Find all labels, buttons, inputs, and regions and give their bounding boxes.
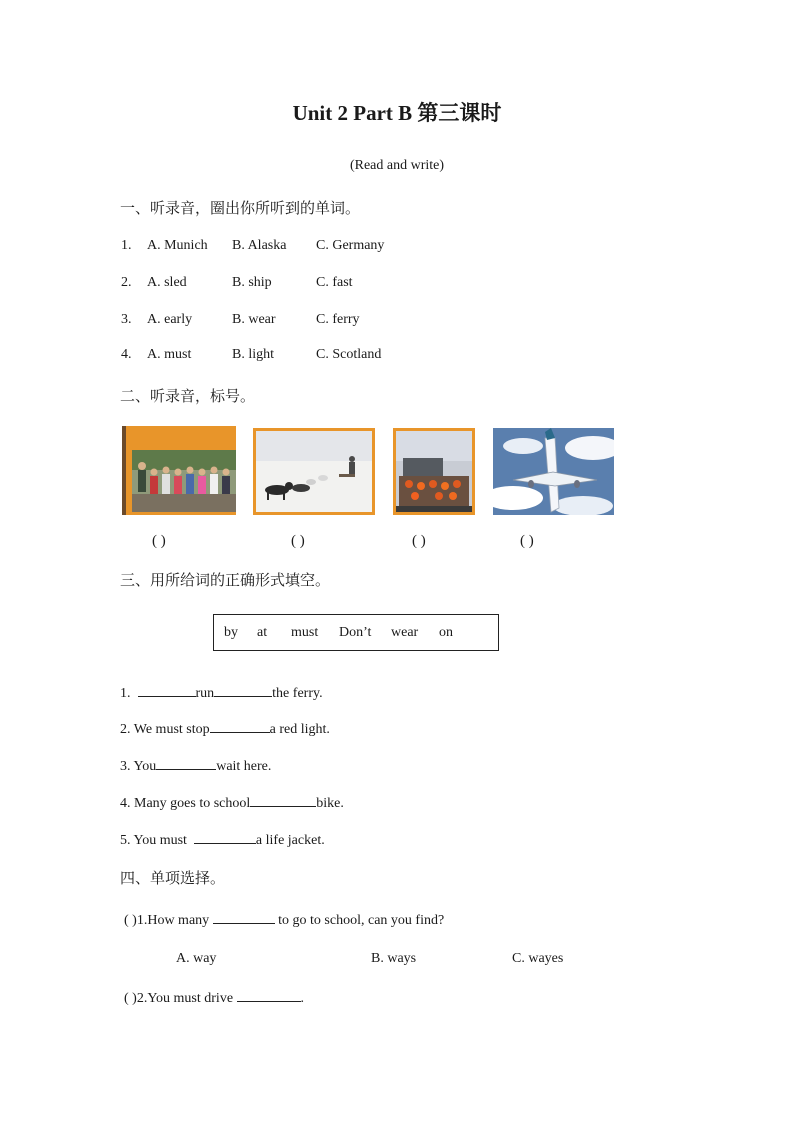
page-title: Unit 2 Part B 第三课时 — [292, 101, 502, 125]
fill-sentence-5 — [120, 831, 325, 849]
question-text: . — [300, 991, 305, 1006]
answer-parentheses[interactable]: ( ) — [124, 913, 137, 928]
option-b: B. light — [232, 347, 275, 362]
word-bank-item: by — [224, 625, 238, 640]
sentence-text: the ferry. — [272, 686, 323, 701]
sentence-text: 5. You must — [120, 833, 187, 848]
section-2-heading: 二、听录音，标号。 — [120, 387, 256, 405]
answer-blank[interactable] — [237, 989, 301, 1002]
sentence-text: a red light. — [269, 722, 330, 737]
option-a: A. Munich — [147, 238, 208, 253]
answer-blank[interactable] — [250, 794, 316, 807]
dog-sled-picture — [253, 428, 375, 515]
section-4-heading: 四、单项选择。 — [120, 869, 226, 887]
answer-blank[interactable] — [214, 684, 272, 697]
choice-question-1 — [124, 911, 444, 929]
sentence-text: a life jacket. — [255, 833, 325, 848]
answer-parentheses[interactable]: ( ) — [152, 533, 166, 549]
option-a: A. early — [147, 312, 193, 327]
fill-sentence-3 — [120, 757, 271, 775]
sentence-text: wait here. — [216, 759, 272, 774]
option-c: C. Scotland — [316, 347, 382, 362]
word-bank — [213, 614, 499, 651]
item-number: 3. — [121, 312, 132, 327]
fill-sentence-2 — [120, 720, 330, 738]
choice-option-c[interactable]: C. wayes — [512, 951, 564, 966]
option-a: A. must — [147, 347, 192, 362]
question-text: to go to school, can you find? — [278, 913, 445, 928]
answer-parentheses[interactable]: ( ) — [291, 533, 305, 549]
ferry-picture — [393, 428, 475, 515]
choice-question-2 — [124, 989, 304, 1007]
page-subtitle: (Read and write) — [349, 158, 445, 173]
fill-sentence-1 — [120, 684, 323, 702]
option-b: B. ship — [232, 275, 272, 290]
answer-parentheses[interactable]: ( ) — [412, 533, 426, 549]
option-c: C. ferry — [316, 312, 360, 327]
answer-blank[interactable] — [156, 757, 216, 770]
option-c: C. Germany — [316, 238, 385, 253]
answer-parentheses[interactable]: ( ) — [520, 533, 534, 549]
sentence-text: 2. We must stop — [120, 722, 210, 737]
sentence-text: bike. — [316, 796, 344, 811]
crowd-picture — [122, 426, 236, 515]
option-c: C. fast — [316, 275, 353, 290]
item-number: 2. — [121, 275, 132, 290]
answer-blank[interactable] — [213, 911, 275, 924]
question-text: 1.How many — [136, 913, 210, 928]
item-number: 1. — [120, 686, 131, 701]
airplane-picture — [493, 428, 614, 515]
question-text: 2.You must drive — [136, 991, 234, 1006]
word-bank-item: wear — [391, 625, 419, 640]
choice-option-a[interactable]: A. way — [176, 951, 217, 966]
word-bank-item: at — [257, 625, 268, 640]
answer-blank[interactable] — [210, 720, 270, 733]
word-bank-item: must — [291, 625, 319, 640]
section-3-heading: 三、用所给词的正确形式填空。 — [120, 571, 331, 589]
fill-sentence-4 — [120, 794, 344, 812]
sentence-text: 3. You — [120, 759, 157, 774]
option-b: B. wear — [232, 312, 276, 327]
word-bank-item: Don’t — [339, 625, 372, 640]
answer-blank[interactable] — [194, 831, 256, 844]
option-b: B. Alaska — [232, 238, 287, 253]
answer-blank[interactable] — [138, 684, 196, 697]
sentence-text: run — [195, 686, 215, 701]
item-number: 4. — [121, 347, 132, 362]
sentence-text: 4. Many goes to school — [120, 796, 251, 811]
answer-parentheses[interactable]: ( ) — [124, 991, 137, 1006]
option-a: A. sled — [147, 275, 187, 290]
choice-option-b[interactable]: B. ways — [371, 951, 417, 966]
section-1-heading: 一、听录音，圈出你所听到的单词。 — [120, 199, 361, 217]
word-bank-item: on — [439, 625, 453, 640]
item-number: 1. — [121, 238, 132, 253]
